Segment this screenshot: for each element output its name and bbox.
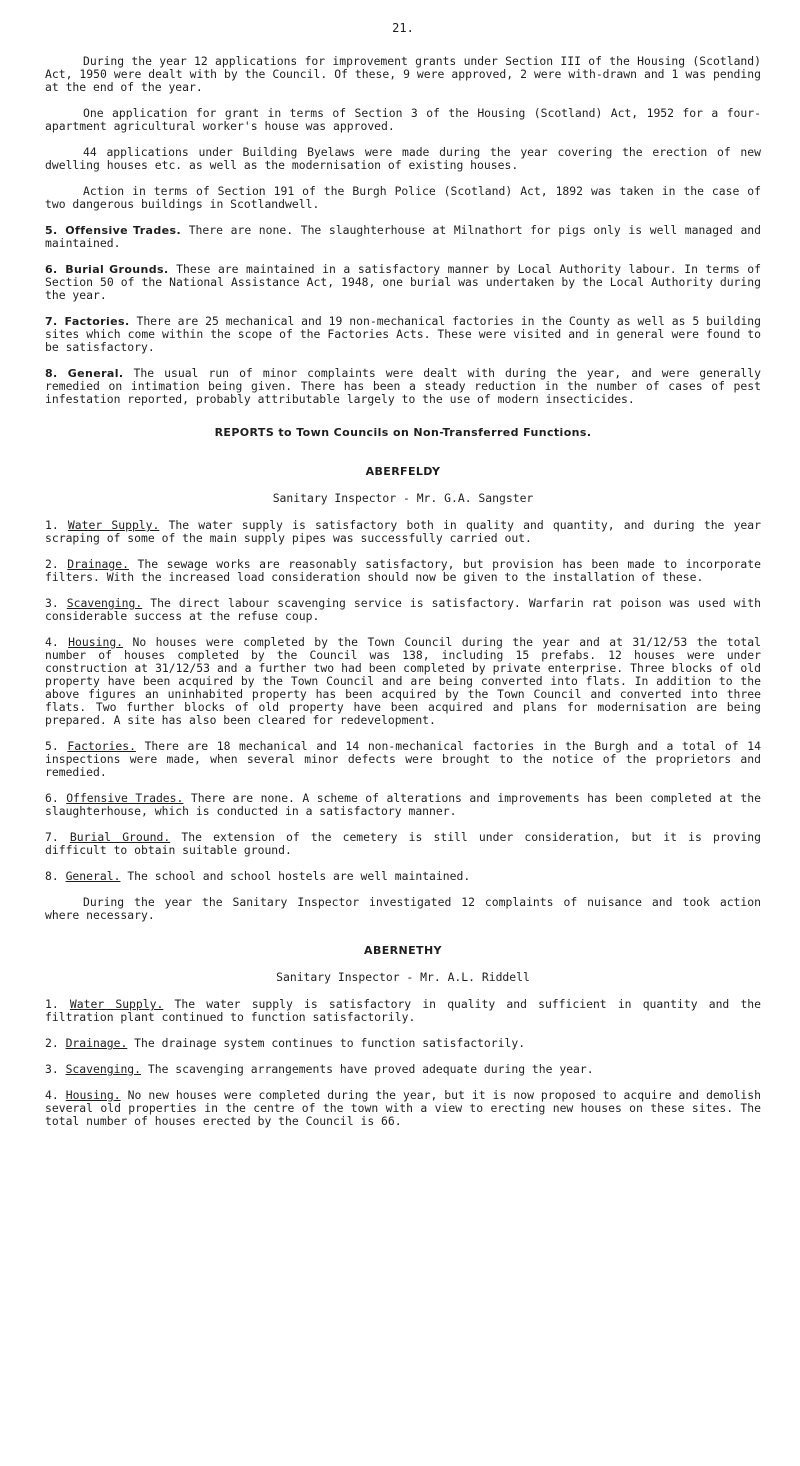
section-heading: General.	[67, 367, 124, 380]
item-number: 6.	[45, 791, 59, 805]
aberfeldy-item-drainage	[45, 558, 761, 584]
item-heading: Water Supply.	[67, 518, 160, 532]
page-number: 21.	[392, 21, 414, 35]
section-number: 7.	[45, 315, 58, 328]
abernethy-item-scavenging	[45, 1063, 761, 1076]
aberfeldy-item-burial-ground	[45, 831, 761, 857]
aberfeldy-closing-paragraph: During the year the Sanitary Inspector investigated 12 complaints of nuisance and took action where necessary.	[45, 895, 761, 922]
item-number: 7.	[45, 830, 59, 844]
section-text: These are maintained in a satisfactory manner by Local Authority labour. In terms of Section 50 of the National Assistance Act, 1948, one burial was undertaken by the Local Authority during the year.	[45, 262, 761, 302]
item-text: The water supply is satisfactory in quality and sufficient in quantity and the filtration plant continued to function satisfactorily.	[45, 997, 762, 1024]
item-text: No new houses were completed during the year, but it is now proposed to acquire and demolish several old properties in the centre of the town with a view to erecting new houses on these sites. The total number of houses erected by the Council is 66.	[45, 1088, 761, 1128]
item-heading: Housing.	[65, 1088, 121, 1102]
item-text: The scavenging arrangements have proved adequate during the year.	[147, 1062, 594, 1076]
town-heading-abernethy: ABERNETHY	[364, 944, 442, 957]
section-text: The usual run of minor complaints were dealt with during the year, and were generally remedied on intimation being given. There has been a steady reduction in the number of cases of pest infestation reported, probably attributable largely to the use of modern insecticides.	[45, 366, 761, 406]
abernethy-item-water-supply	[45, 998, 761, 1024]
aberfeldy-item-general	[45, 870, 761, 883]
aberfeldy-item-water-supply	[45, 519, 761, 545]
section-number: 8.	[45, 367, 58, 380]
section-general	[45, 367, 761, 406]
section-number: 5.	[45, 224, 58, 237]
abernethy-item-housing	[45, 1089, 761, 1128]
item-number: 4.	[45, 1088, 59, 1102]
intro-paragraph-2: One application for grant in terms of Section 3 of the Housing (Scotland) Act, 1952 for a four-apartment agricultural worker's house was approved.	[45, 106, 761, 133]
item-heading: General.	[65, 869, 121, 883]
item-heading: Housing.	[68, 635, 124, 649]
intro-paragraph-3: 44 applications under Building Byelaws were made during the year covering the erection of new dwelling houses etc. as well as the modernisation of existing houses.	[45, 145, 761, 172]
section-text: There are none. The slaughterhouse at Milnathort for pigs only is well managed and maintained.	[45, 223, 762, 250]
aberfeldy-item-factories	[45, 740, 761, 779]
item-number: 2.	[45, 557, 59, 571]
item-heading: Burial Ground.	[69, 830, 171, 844]
inspector-aberfeldy: Sanitary Inspector - Mr. G.A. Sangster	[272, 491, 534, 505]
aberfeldy-item-housing	[45, 636, 761, 727]
item-text: There are none. A scheme of alterations and improvements has been completed at the slaughterhouse, which is conducted in a satisfactory manner.	[45, 791, 761, 818]
item-number: 3.	[45, 596, 59, 610]
item-heading: Drainage.	[65, 1036, 128, 1050]
item-heading: Drainage.	[67, 557, 129, 571]
section-factories	[45, 315, 761, 354]
section-offensive-trades	[45, 224, 761, 250]
item-number: 1.	[45, 997, 59, 1011]
item-text: The water supply is satisfactory both in quality and quantity, and during the year scraping of some of the main supply pipes was successfully carried out.	[45, 518, 762, 545]
item-heading: Water Supply.	[69, 997, 164, 1011]
item-text: The sewage works are reasonably satisfactory, but provision has been made to incorporate filters. With the increased load consideration should now be given to the installation of these.	[45, 557, 762, 584]
item-heading: Factories.	[67, 739, 136, 753]
item-heading: Scavenging.	[66, 596, 143, 610]
intro-paragraph-4: Action in terms of Section 191 of the Burgh Police (Scotland) Act, 1892 was taken in the case of two dangerous buildings in Scotlandwell.	[45, 184, 761, 211]
abernethy-item-drainage	[45, 1037, 761, 1050]
item-text: The drainage system continues to function satisfactorily.	[134, 1036, 526, 1050]
document-page	[45, 22, 761, 1141]
item-text: The direct labour scavenging service is satisfactory. Warfarin rat poison was used with considerable success at the refuse coup.	[45, 596, 762, 623]
inspector-abernethy: Sanitary Inspector - Mr. A.L. Riddell	[276, 970, 530, 984]
item-number: 2.	[45, 1036, 59, 1050]
section-burial-grounds	[45, 263, 761, 302]
item-number: 4.	[45, 635, 59, 649]
item-text: The extension of the cemetery is still under consideration, but it is proving difficult to obtain suitable ground.	[45, 830, 762, 857]
item-text: The school and school hostels are well maintained.	[127, 869, 471, 883]
section-heading: Offensive Trades.	[65, 224, 182, 237]
section-heading: Burial Grounds.	[65, 263, 169, 276]
item-number: 1.	[45, 518, 59, 532]
item-text: No houses were completed by the Town Council during the year and at 31/12/53 the total number of houses completed by the Council was 138, including 15 prefabs. 12 houses were under construction at 31/12/53 and a further two had been completed by private enterprise. Three blocks of old property have been acquired by the Town Council and are being converted into flats. In addition to the above figures an uninhabited property has been acquired by the Town Council and converted into three flats. Two further blocks of old property have been acquired and plans for modernisation are being prepared. A site has also been cleared for redevelopment.	[45, 635, 762, 727]
town-heading-aberfeldy: ABERFELDY	[365, 465, 441, 478]
section-number: 6.	[45, 263, 58, 276]
aberfeldy-item-offensive-trades	[45, 792, 761, 818]
item-number: 5.	[45, 739, 59, 753]
intro-paragraph-1: During the year 12 applications for improvement grants under Section III of the Housing (Scotland) Act, 1950 were dealt with by the Council. Of these, 9 were approved, 2 were with-drawn and 1 was pending at the end of the year.	[45, 54, 761, 94]
reports-heading: REPORTS to Town Councils on Non-Transferred Functions.	[214, 426, 592, 439]
item-heading: Offensive Trades.	[66, 791, 184, 805]
section-heading: Factories.	[64, 315, 130, 328]
item-number: 8.	[45, 869, 59, 883]
item-number: 3.	[45, 1062, 59, 1076]
item-text: There are 18 mechanical and 14 non-mechanical factories in the Burgh and a total of 14 inspections were made, when several minor defects were brought to the notice of the proprietors and remedied.	[45, 739, 761, 779]
section-text: There are 25 mechanical and 19 non-mechanical factories in the County as well as 5 building sites which come within the scope of the Factories Acts. These were visited and in general were found to be satisfactory.	[45, 314, 762, 354]
item-heading: Scavenging.	[65, 1062, 142, 1076]
aberfeldy-item-scavenging	[45, 597, 761, 623]
